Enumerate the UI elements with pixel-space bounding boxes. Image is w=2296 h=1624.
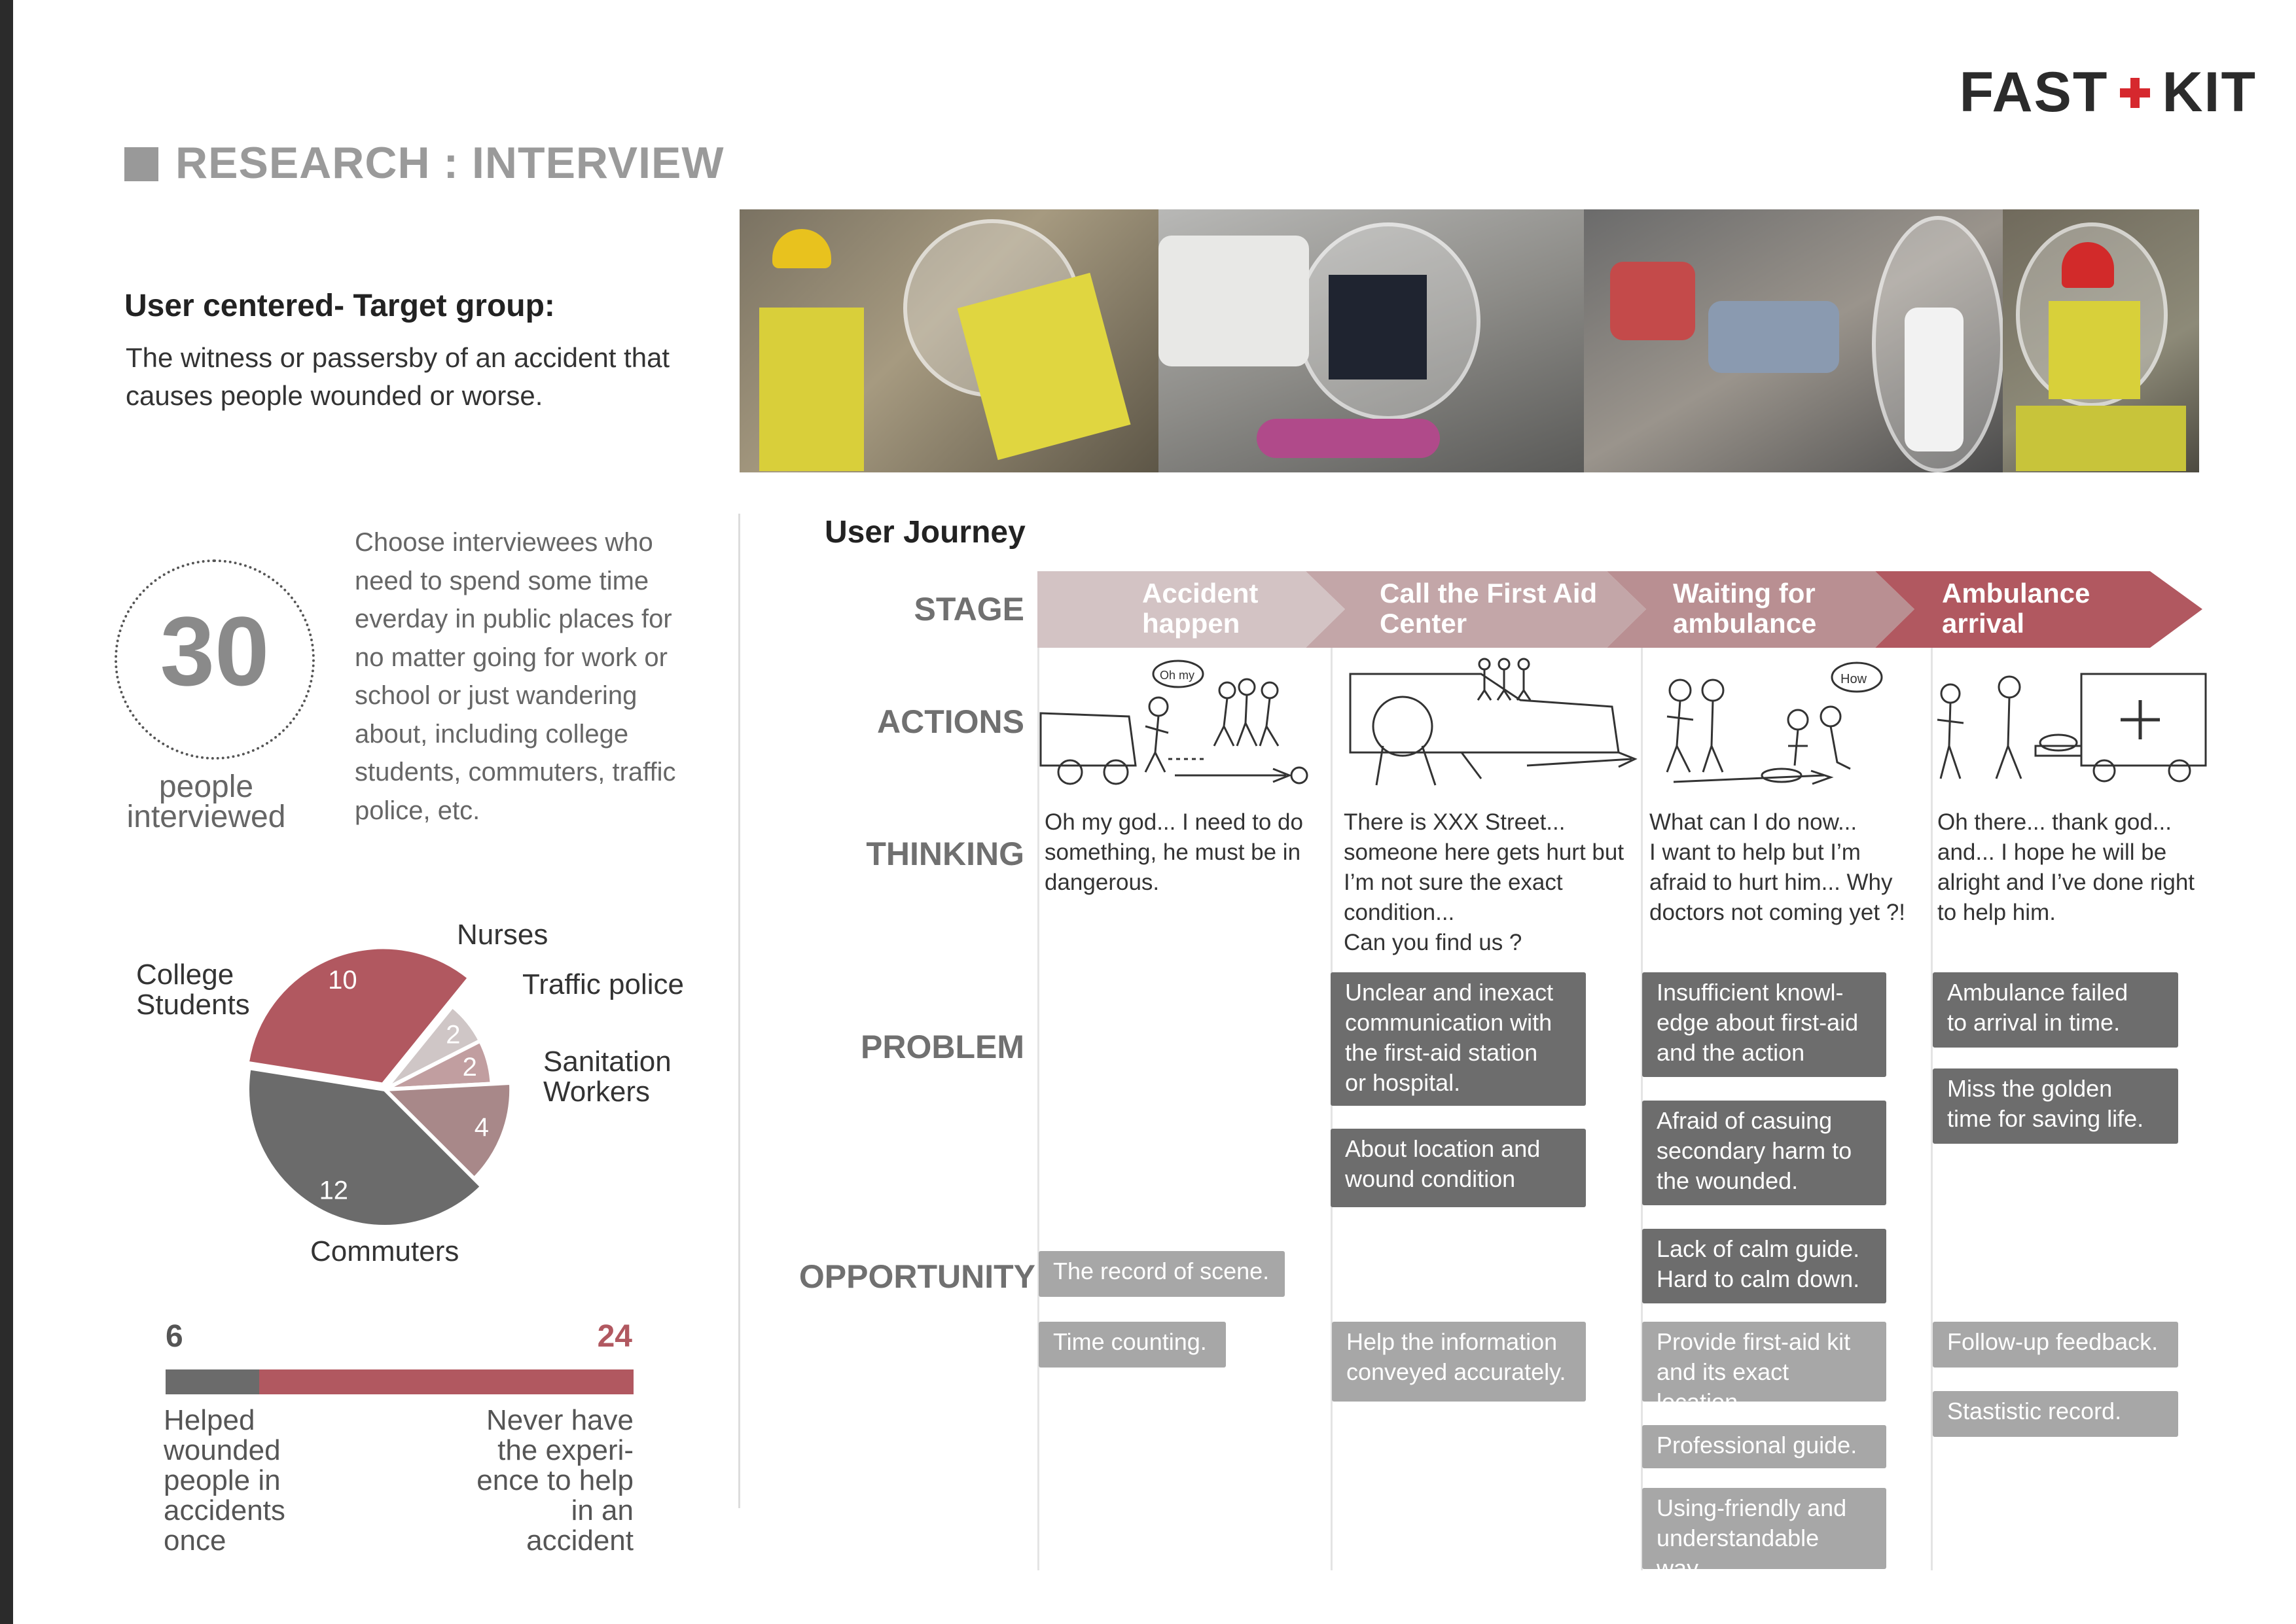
interview-count-label-line: people	[158, 769, 254, 804]
target-group-title: User centered- Target group:	[124, 289, 555, 323]
person-lying-shape	[1257, 419, 1440, 458]
interviewee-description-line: police, etc.	[355, 796, 480, 825]
sketch-waiting	[1641, 654, 1929, 798]
problem-line: edge about first-aid	[1657, 1009, 1859, 1036]
problem-card	[1331, 972, 1586, 1106]
stage-label-ambulance-arrival	[1942, 578, 2090, 639]
stage-label-line: Center	[1380, 608, 1467, 639]
pie-label-line: College	[136, 959, 234, 991]
vest-shape	[2049, 301, 2140, 399]
problem-line: Afraid of casuing	[1657, 1107, 1833, 1134]
thinking-waiting	[1649, 807, 1931, 928]
problem-card	[1642, 1229, 1886, 1303]
pie-label-line: Workers	[543, 1076, 650, 1108]
vest-shape	[2016, 406, 2186, 471]
opportunity-line: Provide first-aid kit	[1657, 1328, 1851, 1355]
opportunity-line: Using-friendly and	[1657, 1494, 1847, 1521]
stage-label-line: Accident	[1142, 578, 1259, 609]
opportunity-card	[1642, 1322, 1886, 1415]
opportunity-card	[1933, 1322, 2178, 1368]
pie-label-sanitation-workers	[543, 1047, 672, 1107]
thinking-line: Oh there... thank god...	[1937, 809, 2172, 835]
vest-shape	[958, 273, 1131, 460]
opportunity-card	[1642, 1488, 1886, 1581]
person-shape	[1708, 301, 1839, 373]
thinking-line: There is XXX Street...	[1344, 809, 1566, 835]
never-helped-label-line: ence to help	[476, 1464, 634, 1496]
problem-line: wound condition	[1345, 1165, 1516, 1192]
interviewee-description-line: everday in public places for	[355, 605, 672, 633]
pie-label-line: Sanitation	[543, 1046, 672, 1078]
hard-hat-shape	[772, 229, 831, 268]
thinking-line: alright and I’ve done right	[1937, 870, 2195, 895]
sketch-speech-text: Oh my	[1160, 669, 1195, 682]
interviewee-description	[355, 523, 695, 830]
opportunity-line: Professional guide.	[1657, 1432, 1857, 1458]
thinking-line: Oh my god... I need to do	[1045, 809, 1303, 835]
opportunity-line: understandable way.	[1657, 1525, 1820, 1581]
car-shape	[1158, 236, 1309, 366]
row-label-actions: ACTIONS	[877, 703, 1024, 740]
helped-label-line: Helped	[164, 1404, 255, 1436]
helped-label-line: once	[164, 1525, 226, 1557]
pie-label-nurses: Nurses	[457, 919, 548, 951]
helped-bar-segment	[166, 1369, 259, 1394]
helped-label-line: accidents	[164, 1494, 285, 1527]
sketch-accident	[1037, 654, 1319, 798]
photo-crowd-helping	[1584, 209, 2003, 472]
never-helped-label-line: accident	[526, 1525, 634, 1557]
thinking-line: I’m not sure the exact	[1344, 870, 1563, 895]
pie-value-label: 2	[446, 1020, 461, 1050]
person-shape	[1610, 262, 1695, 340]
opportunity-card	[1642, 1425, 1886, 1468]
interviewee-description-line: need to spend some time	[355, 566, 649, 595]
thinking-line: to help him.	[1937, 900, 2056, 925]
thinking-line: doctors not coming yet ?!	[1649, 900, 1906, 925]
never-helped-label-line: the experi-	[497, 1434, 634, 1466]
opportunity-line: Time counting.	[1053, 1328, 1207, 1355]
interview-count-number: 30	[160, 596, 270, 706]
stage-label-line: arrival	[1942, 608, 2025, 639]
problem-line: the wounded.	[1657, 1167, 1799, 1194]
sketch-speech-text: How	[1840, 672, 1867, 686]
person-shape	[1329, 275, 1427, 380]
problem-line: Miss the golden	[1947, 1075, 2113, 1102]
row-label-problem: PROBLEM	[861, 1029, 1024, 1065]
stage-label-line: Call the First Aid	[1380, 578, 1598, 609]
opportunity-line: Help the information	[1346, 1328, 1558, 1355]
target-group-description	[126, 339, 715, 415]
problem-card	[1642, 972, 1886, 1077]
never-helped-bar-segment	[259, 1369, 634, 1394]
pie-label-college-students	[136, 960, 250, 1020]
interviewee-description-line: school or just wandering	[355, 681, 637, 710]
fast-kit-logo	[1960, 60, 2257, 125]
interviewee-description-line: about, including college	[355, 719, 629, 749]
opportunity-line: Follow-up feedback.	[1947, 1328, 2159, 1355]
user-journey-title: User Journey	[825, 515, 1026, 550]
help-ratio-bar	[166, 1369, 634, 1394]
problem-line: communication with	[1345, 1009, 1552, 1036]
red-helmet-shape	[2062, 242, 2114, 288]
helped-count: 6	[166, 1319, 183, 1354]
pie-value-label: 2	[462, 1053, 477, 1082]
thinking-accident	[1045, 807, 1326, 898]
problem-line: Insufficient knowl-	[1657, 979, 1844, 1006]
pie-label-commuters: Commuters	[310, 1235, 459, 1267]
row-label-stage: STAGE	[914, 591, 1024, 627]
sketch-call-center	[1331, 654, 1638, 798]
problem-card	[1331, 1129, 1586, 1207]
thinking-ambulance-arrival	[1937, 807, 2219, 928]
problem-line: or hospital.	[1345, 1069, 1461, 1096]
stage-label-line: Ambulance	[1942, 578, 2090, 609]
opportunity-line: The record of scene.	[1053, 1258, 1270, 1284]
row-label-thinking: THINKING	[866, 836, 1024, 872]
pie-value-label: 10	[328, 965, 357, 995]
opportunity-line: conveyed accurately.	[1346, 1358, 1566, 1385]
thinking-line: What can I do now...	[1649, 809, 1857, 835]
opportunity-card	[1039, 1251, 1285, 1297]
interview-count-label	[98, 769, 314, 834]
sketch-ambulance	[1931, 654, 2212, 798]
problem-line: Ambulance failed	[1947, 979, 2128, 1006]
thinking-line: afraid to hurt him... Why	[1649, 870, 1893, 895]
helped-label	[164, 1405, 360, 1556]
header-square-icon	[124, 147, 158, 181]
photo-worker-first-aid	[740, 209, 1158, 472]
thinking-line: Can you find us ?	[1344, 930, 1522, 955]
woman-on-phone-shape	[1905, 308, 1964, 451]
opportunity-line: Stastistic record.	[1947, 1398, 2122, 1424]
logo-text-fast: FAST	[1959, 61, 2109, 124]
never-helped-count: 24	[597, 1319, 632, 1354]
photo-strip	[740, 209, 2199, 472]
problem-card	[1933, 1068, 2178, 1144]
problem-line: Unclear and inexact	[1345, 979, 1554, 1006]
problem-line: Hard to calm down.	[1657, 1265, 1860, 1292]
problem-line: time for saving life.	[1947, 1105, 2144, 1132]
left-edge-bar	[0, 0, 13, 1624]
thinking-line: dangerous.	[1045, 870, 1160, 895]
thinking-line: something, he must be in	[1045, 839, 1301, 865]
pie-value-label: 12	[319, 1176, 349, 1205]
never-helped-label-line: Never have	[486, 1404, 634, 1436]
helped-label-line: people in	[164, 1464, 281, 1496]
problem-line: to arrival in time.	[1947, 1009, 2121, 1036]
problem-line: Lack of calm guide.	[1657, 1235, 1860, 1262]
problem-line: the first-aid station	[1345, 1039, 1538, 1066]
stage-label-accident	[1142, 578, 1258, 639]
interviewee-description-line: no matter going for work or	[355, 643, 668, 672]
target-group-desc-line: The witness or passersby of an accident that	[126, 342, 670, 373]
never-helped-label-line: in an	[571, 1494, 634, 1527]
opportunity-card	[1332, 1322, 1586, 1402]
stage-label-waiting	[1673, 578, 1816, 639]
problem-card	[1642, 1101, 1886, 1205]
thinking-line: and... I hope he will be	[1937, 839, 2167, 865]
interview-count-label-line: interviewed	[126, 800, 286, 834]
logo-text-kit: KIT	[2162, 61, 2257, 124]
thinking-call-center	[1344, 807, 1638, 958]
thinking-line: I want to help but I’m	[1649, 839, 1861, 865]
page-title: RESEARCH : INTERVIEW	[175, 138, 725, 188]
row-label-opportunity: OPPORTUNITY	[798, 1258, 1035, 1295]
opportunity-card	[1039, 1322, 1226, 1368]
interviewee-description-line: students, commuters, traffic	[355, 758, 676, 786]
photo-car-accident	[1158, 209, 1584, 472]
red-cross-icon	[2120, 78, 2150, 108]
interviewee-description-line: Choose interviewees who	[355, 528, 653, 557]
problem-card	[1933, 972, 2178, 1048]
thinking-line: condition...	[1344, 900, 1455, 925]
pie-value-label: 4	[474, 1112, 490, 1142]
problem-line: secondary harm to	[1657, 1137, 1852, 1164]
photo-paramedic	[2003, 209, 2199, 472]
opportunity-card	[1933, 1391, 2178, 1437]
thinking-line: someone here gets hurt but	[1344, 839, 1624, 865]
stage-label-line: happen	[1142, 608, 1240, 639]
pie-label-line: Students	[136, 989, 250, 1021]
target-group-desc-line: causes people wounded or worse.	[126, 380, 543, 411]
stage-label-line: ambulance	[1673, 608, 1817, 639]
never-helped-label	[432, 1405, 634, 1556]
opportunity-line: and its exact location.	[1657, 1358, 1789, 1415]
problem-line: and the action	[1657, 1039, 1805, 1066]
stage-label-line: Waiting for	[1673, 578, 1816, 609]
stage-label-call-center	[1380, 578, 1597, 639]
vest-shape	[759, 308, 864, 471]
problem-line: About location and	[1345, 1135, 1541, 1162]
pie-label-traffic-police: Traffic police	[522, 968, 684, 1000]
helped-label-line: wounded	[164, 1434, 281, 1466]
